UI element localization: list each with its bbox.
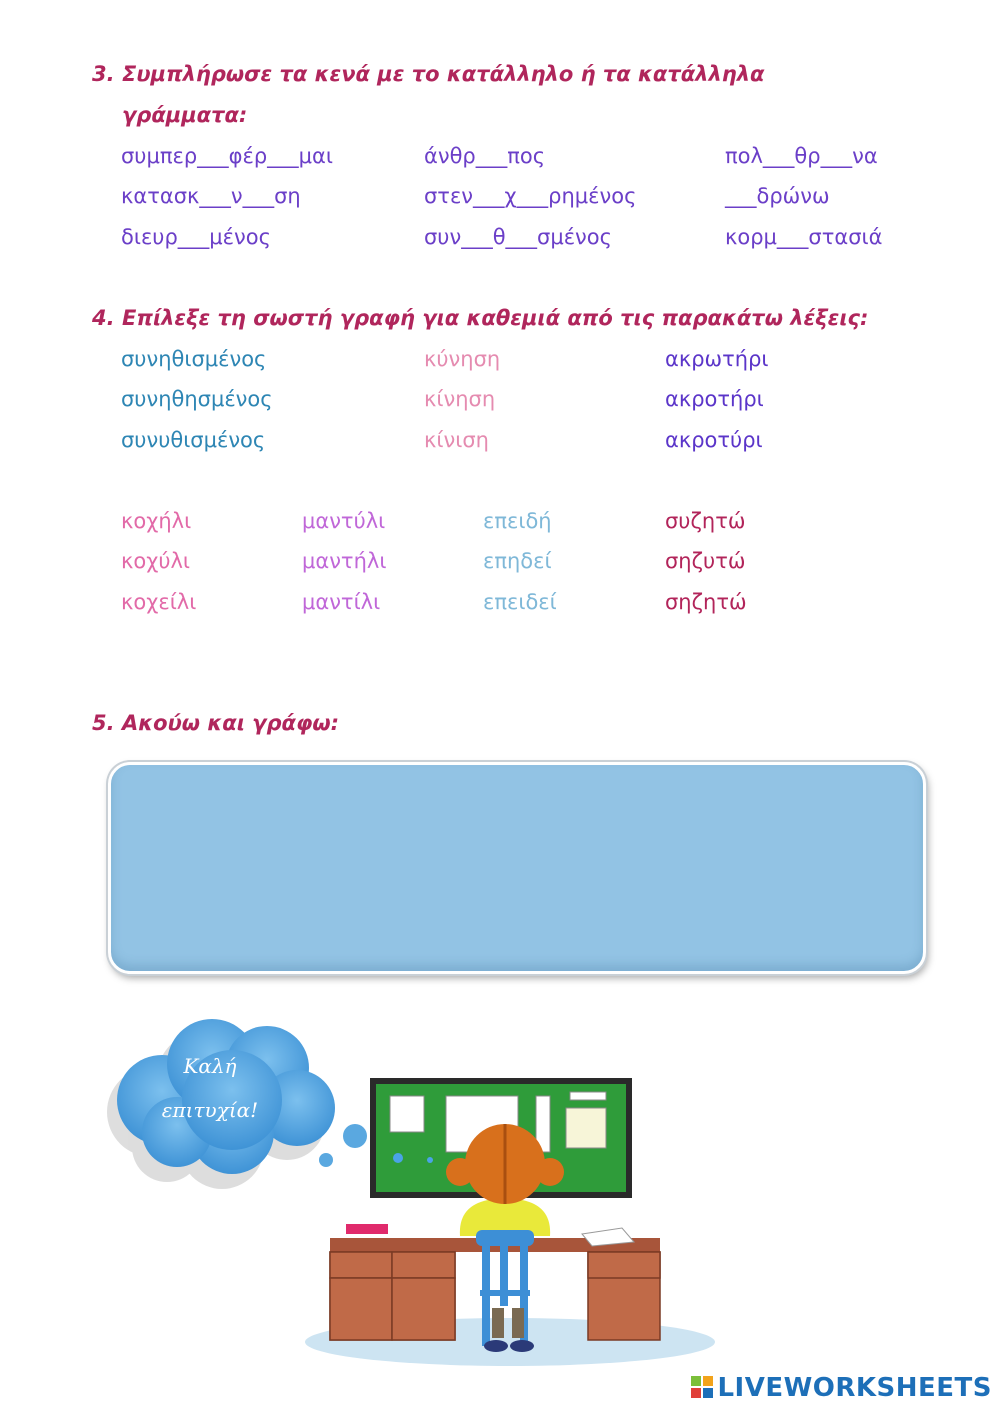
section5-title (92, 711, 339, 735)
section5-title-text: Ακούω και γράφω: (122, 711, 340, 735)
choice-option[interactable]: ακροτήρι (665, 387, 764, 411)
dictation-answer-box[interactable] (108, 762, 926, 974)
choice-option[interactable]: ακροτύρι (665, 428, 763, 452)
choice-option[interactable]: επηδεί (483, 549, 552, 573)
choice-option[interactable]: κοχήλι (121, 509, 192, 533)
choice-option[interactable]: συνηθισμένος (121, 347, 267, 371)
choice-option[interactable]: κοχείλι (121, 590, 197, 614)
fill-word[interactable]: κατασκ___ν___ση (121, 184, 301, 208)
section5-number: 5. (92, 711, 115, 735)
fill-word[interactable]: ___δρώνω (725, 184, 830, 208)
choice-option[interactable]: μαντύλι (302, 509, 386, 533)
choice-option[interactable]: συνηθησμένος (121, 387, 273, 411)
choice-option[interactable]: επειδεί (483, 590, 557, 614)
fill-word[interactable]: συν___θ___σμένος (424, 225, 612, 249)
choice-option[interactable]: κύνηση (424, 347, 501, 371)
choice-option[interactable]: μαντίλι (302, 590, 381, 614)
choice-option[interactable]: συζητώ (665, 509, 746, 533)
choice-option[interactable]: κίνηση (424, 387, 496, 411)
cloud-line2: επιτυχία! (161, 1098, 259, 1122)
liveworksheets-logo (691, 1373, 992, 1403)
choice-option[interactable]: σηζητώ (665, 590, 747, 614)
choice-option[interactable]: συνυθισμένος (121, 428, 266, 452)
section4-number: 4. (92, 306, 115, 330)
section3-number: 3. (92, 62, 115, 86)
section4-title-text: Επίλεξε τη σωστή γραφή για καθεμιά από τις παρακάτω λέξεις: (122, 306, 869, 330)
fill-word[interactable]: άνθρ___πος (424, 144, 546, 168)
liveworksheets-mark-icon (691, 1376, 713, 1398)
fill-word[interactable]: συμπερ___φέρ___μαι (121, 144, 333, 168)
section3-title (92, 62, 764, 86)
choice-option[interactable]: μαντήλι (302, 549, 387, 573)
section3-title-line1: Συμπλήρωσε τα κενά με το κατάλληλο ή τα κατάλληλα (122, 62, 765, 86)
girl-at-computer-illustration (300, 1060, 720, 1380)
section4-title (92, 306, 868, 330)
fill-word[interactable]: κορμ___στασιά (725, 225, 883, 249)
choice-option[interactable]: σηζυτώ (665, 549, 746, 573)
cloud-line1: Καλή (183, 1054, 237, 1078)
liveworksheets-brand: LIVEWORKSHEETS (717, 1373, 992, 1403)
choice-option[interactable]: επειδή (483, 509, 552, 533)
fill-word[interactable]: πολ___θρ___να (725, 144, 878, 168)
choice-option[interactable]: κοχύλι (121, 549, 191, 573)
section3-title-line2: γράμματα: (122, 103, 248, 127)
fill-word[interactable]: διευρ___μένος (121, 225, 271, 249)
choice-option[interactable]: κίνιση (424, 428, 489, 452)
fill-word[interactable]: στεν___χ___ρημένος (424, 184, 637, 208)
choice-option[interactable]: ακρωτήρι (665, 347, 769, 371)
